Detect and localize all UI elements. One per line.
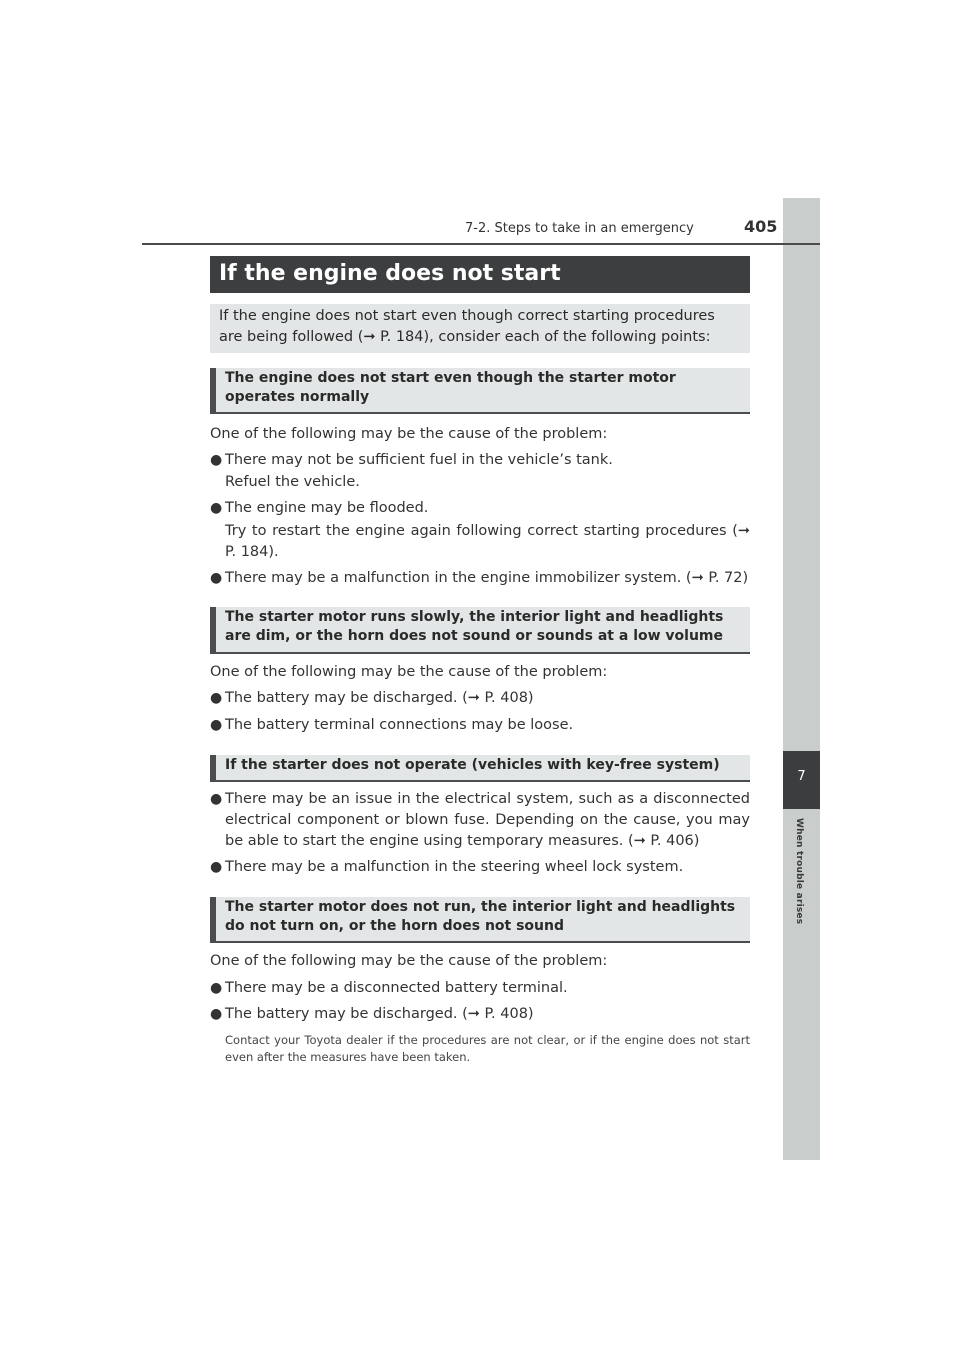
section-3-bullet-1: ● There may be an issue in the electrical system, such as a disconnected electrical component or blown fuse. Depending on the cause, you may be able to start the engine using temporary measures. (➞ P. 406) bbox=[210, 791, 750, 849]
section-3-bullet-2: ● There may be a malfunction in the steering wheel lock system. bbox=[210, 857, 750, 878]
bullet-icon: ● bbox=[210, 570, 223, 586]
section-heading-4: The starter motor does not run, the interior light and headlights do not turn on, or the horn does not sound bbox=[210, 897, 750, 943]
page-title: If the engine does not start bbox=[210, 256, 750, 293]
section-4-bullet-1: ● There may be a disconnected battery terminal. bbox=[210, 978, 750, 999]
section-1-bullet-1: ● There may not be sufficient fuel in the vehicle’s tank. bbox=[210, 450, 750, 471]
section-4-bullet-2: ● The battery may be discharged. (➞ P. 408) bbox=[210, 1004, 750, 1025]
section-heading-2: The starter motor runs slowly, the interior light and headlights are dim, or the horn does not sound or sounds at a low volume bbox=[210, 607, 750, 654]
section-1-bullet-2: ● The engine may be flooded. bbox=[210, 498, 750, 519]
bullet-icon: ● bbox=[210, 452, 223, 468]
section-1-lead: One of the following may be the cause of the problem: bbox=[210, 426, 608, 442]
section-heading-1: The engine does not start even though the starter motor operates normally bbox=[210, 368, 750, 414]
chapter-label: When trouble arises bbox=[794, 818, 804, 925]
section-2-bullet-2: ● The battery terminal connections may be loose. bbox=[210, 715, 750, 736]
section-2-lead: One of the following may be the cause of the problem: bbox=[210, 664, 608, 680]
running-header: 7-2. Steps to take in an emergency bbox=[465, 221, 694, 236]
page-number: 405 bbox=[744, 217, 778, 236]
section-4-lead: One of the following may be the cause of the problem: bbox=[210, 953, 608, 969]
section-heading-3: If the starter does not operate (vehicles with key-free system) bbox=[210, 755, 750, 782]
bullet-icon: ● bbox=[210, 690, 223, 706]
section-1-bullet-2-sub: Try to restart the engine again following correct starting procedures (➞ P. 184). bbox=[225, 523, 750, 560]
intro-box: If the engine does not start even though correct starting procedures are being followed (➞ P. 184), consider each of the following points: bbox=[210, 304, 750, 353]
chapter-number-tab[interactable]: 7 bbox=[783, 751, 820, 809]
bullet-icon: ● bbox=[210, 500, 223, 516]
bullet-icon: ● bbox=[210, 859, 223, 875]
bullet-icon: ● bbox=[210, 1006, 223, 1022]
section-1-bullet-1-sub: Refuel the vehicle. bbox=[225, 474, 360, 490]
bullet-icon: ● bbox=[210, 717, 223, 733]
bullet-icon: ● bbox=[210, 791, 223, 807]
section-1-bullet-3: ● There may be a malfunction in the engine immobilizer system. (➞ P. 72) bbox=[210, 568, 750, 589]
header-rule bbox=[142, 243, 820, 245]
chapter-sidebar bbox=[783, 198, 820, 1160]
section-4-note: Contact your Toyota dealer if the procedures are not clear, or if the engine does not start even after the measures have been taken. bbox=[225, 1033, 750, 1064]
section-2-bullet-1: ● The battery may be discharged. (➞ P. 408) bbox=[210, 688, 750, 709]
bullet-icon: ● bbox=[210, 980, 223, 996]
